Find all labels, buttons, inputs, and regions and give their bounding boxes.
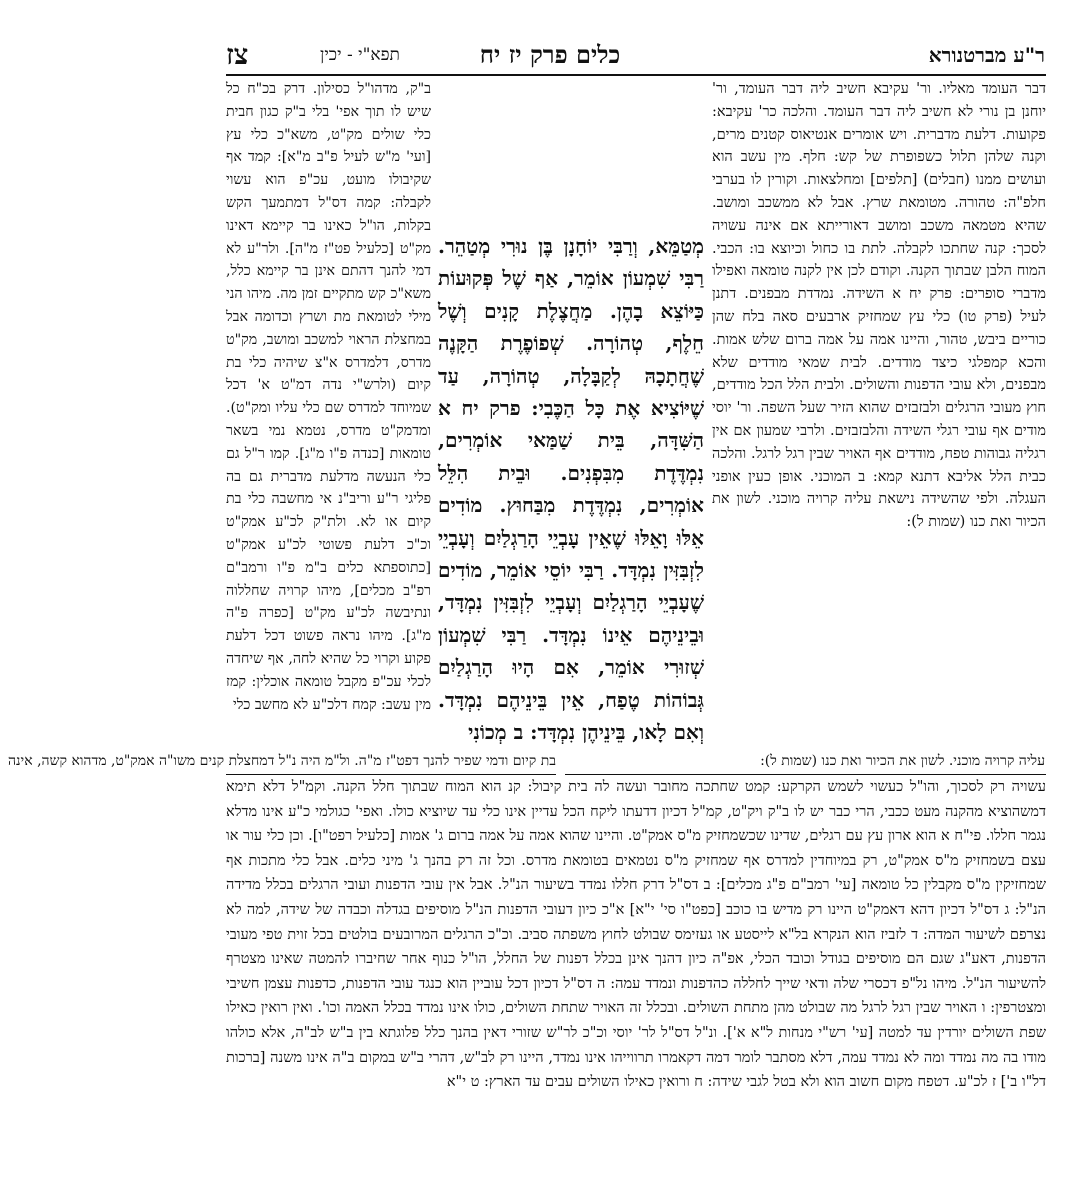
- commentary-right-column: [712, 78, 1046, 750]
- mishnah-text-column: [438, 230, 704, 745]
- mishnah-text: מְטַמֵּא, וְרַבִּי יוֹחָנָן בֶּן נוּרִי מְטַהֵר. רַבִּי שִׁמְעוֹן אוֹמֵר, אַף שֶׁל פְּקוּעוֹת כַּיּוֹצֵא בָהֶן. מַחֲצֶלֶת קָנִים וְשֶׁל חֵלֶף, טְהוֹרָה. שְׁפוֹפֶרֶת הַקָּנֶה שֶׁחֲתָכָהּ לְקַבָּלָה, טְהוֹרָה, עַד שֶׁיּוֹצִיא אֶת כָּל הַכֶּבִי: פרק יח א הַשִּׁדָּה, בֵּית שַׁמַּאי אוֹמְרִים, נִמְדֶּדֶת מִבִּפְנִים. וּבֵית הִלֵּל אוֹמְרִים, נִמְדֶּדֶת מִבַּחוּץ. מוֹדִים אֵלּוּ וָאֵלּוּ שֶׁאֵין עָבְיֵי הָרַגְלַיִם וְעָבְיֵי לִזְבִּזִּין נִמְדָּד. רַבִּי יוֹסֵי אוֹמֵר, מוֹדִים שֶׁעָבְיֵי הָרַגְלַיִם וְעָבְיֵי לִזְבִּזִּין נִמְדָּד, וּבֵינֵיהֶם אֵינוֹ נִמְדָּד. רַבִּי שִׁמְעוֹן שְׁזוּרִי אוֹמֵר, אִם הָיוּ הָרַגְלַיִם גְּבוֹהוֹת טֶפַח, אֵין בֵּינֵיהֶם נִמְדָּד. וְאִם לָאו, בֵּינֵיהֶן נִמְדָּד: ב מְכוֹנִי: [438, 234, 704, 745]
- bottom-commentary: [226, 775, 1046, 1175]
- commentary-title: ר"ע מברטנורא: [928, 43, 1045, 67]
- page-number: צז: [226, 38, 249, 71]
- tractate-chapter-title: כלים פרק יז יח: [479, 40, 621, 69]
- header-rule: [226, 74, 1046, 76]
- center-top-commentary-space: [438, 80, 704, 225]
- commentary-range: תפא"י - יכין: [320, 45, 400, 65]
- right-strip-line: עליה קרויה מוכני. לשון את הכיור ואת כנו (שמות ל):: [760, 753, 1045, 769]
- bartenura-text: דבר העומד מאליו. ור' עקיבא חשיב ליה דבר העומד, ור' יוחנן בן נורי לא חשיב ליה דבר העומד. והלכה כר' עקיבא: פקועות. דלעת מדברית. ויש אומרים אנטיאוס קטנים מרים, וקנה שלהן תלול כשפופרת של קש: חלף. מין עשב הוא ועושים ממנו (חבלים) [תלפים] ומחלצאות. וקורין לו בערבי חלפ"ה: טהורה. מטומאת שרץ. אבל לא ממשכב ומושב. שהיא מטמאה משכב ומושב דאורייתא אם אינה עשויה לסכך: קנה שחתכו לקבלה. לתת בו כחול וכיוצא בו: הכבי. המוח הלבן שבתוך הקנה. וקודם לכן אין לקנה טומאה ואפילו מדברי סופרים: פרק יח א השידה. נמדדת מבפנים. דתנן לעיל (פרק טו) כלי עץ שמחזיק ארבעים סאה בלח שהן כוריים ביבש, טהור, והיינו אמה על אמה ברום שלש אמות. והכא קמפלגי כיצד מודדים. לבית שמאי מודדים שלא מבפנים, ולא עובי הדפנות והשולים. ולבית הלל הכל מודדים, חוץ מעובי הרגלים ולבזבזים שהוא הזיר שעל השפה. ור' יוסי מודים אף עובי רגלי השידה והלבזבזים. ולרבי שמעון אם אין רגליה גבוהות טפח, מודדים אף האויר שבין רגל לרגל. והלכה כבית הלל אליבא דתנא קמא: ב המוכני. אופן כעין אופני העגלה. ולפי שהשידה נישאת עליה קרויה מוכני. לשון את הכיור ואת כנו (שמות ל):: [712, 81, 1046, 531]
- tiferet-yisrael-text: ב"ק, מדהו"ל כסילון. דרק בכ"ח כל שיש לו תוך אפי' בלי ב"ק כגון חבית כלי שולים מק"ט, משא"כ כלי עץ [ועי' מ"ש לעיל פ"ב מ"א]: קמד אף שקיבולו מועט, עכ"פ הוא עשוי לקבלה: קמה דס"ל דמתמעך הקש בקלות, הו"ל כאינו בר קיימא דאינו מק"ט [כלעיל פט"ז מ"ה]. ולר"ע לא דמי להנך דהתם אינן בר קיימא כלל, משא"כ קש מתקיים זמן מה. מיהו הני מילי לטומאת מת ושרץ וכדומה אבל במחצלת הראוי למשכב ומושב, מק"ט מדרס, דלמדרס א"צ שיהיה כלי בת קיום (ולרש"י נדה דמ"ט א' דכל שמיוחד למדרס שם כלי עליו ומק"ט). ומדמק"ט מדרס, נטמא נמי בשאר טומאות [כנדה פ"ו מ"ג]. קמו ר"ל גם כלי הנעשה מדלעת מדברית גם בה פליגי ר"ע וריב"נ אי מחשבה כלי בת קיום או לא. ולת"ק לכ"ע אמק"ט וכ"כ דלעת פשוטי לכ"ע אמק"ט [כתוספתא כלים ב"מ פ"ו ורמב"ם רפ"ב מכלים], מיהו קרויה שחללוה ונתיבשה לכ"ע מק"ט [כפרה פ"ה מ"ג]. מיהו נראה פשוט דכל דלעת פקוע וקרוי כל שהיא לחה, אף שיחדה לכלי עכ"פ מקבל טומאה אוכלין: קמז מין עשב: קמח דלכ"ע לא מחשב כלי: [226, 81, 431, 713]
- bottom-commentary-text: עשויה רק לסכוך, והו"ל כעשוי לשמש הקרקע: קמט שחתכה מחובר ועשה לה בית קיבול: קנ הוא המוח שבתוך חלל הקנה. וקמ"ל דלא תימא דמשהוציא מהקנה מעט ככבי, הרי כבר יש לו ב"ק ויק"ט, קמ"ל דכיון דדעתו ליקח הכל עדיין אינו כלי עד שיוציא כולו. ואפי' כגולמי כ"ע אינו מדלא נגמר חללו. פי"ח א הוא ארון עץ עם רגלים, שדינו שכשמחזיק מ"ס אמק"ט. והיינו שהוא אמה על אמה ברום ג' אמות [כלעיל רפט"ו]. וכן כלי עור או עצם בשמחזיק מ"ס אמק"ט, רק במיוחדין למדרס אף שמחזיק מ"ס נטמאים בטומאת מדרס. וכל זה רק בהנך ג' מיני כלים. אבל כלי מתכות אף שמחזיקין מ"ס מקבלין כל טומאה [עי' רמב"ם פ"ג מכלים]: ב דס"ל דרק חללו נמדד בשיעור הנ"ל. אבל אין עובי הדפנות ועובי הרגלים בכלל מדידה הנ"ל: ג דס"ל דכיון דהא דאמק"ט היינו רק מדיש בו כוכב [כפט"ו סי' י"א] א"כ כיון דעובי הדפנות הנ"ל מוסיפים בגדלה וכבדה של שידה, למה לא נצרפם לשיעור המדה: ד לזביז הוא הנקרא בל"א לייסטע או געזימס שבולט לחוץ משפתה סביב. וכ"כ הרגלים המרובעים בולטים בכל זוית טפי מעובי הדפנות, דאע"ג שגם הם מוסיפים בגודל וכובד הכלי, אפ"ה כיון דהנך אינן בכלל דפנות של החלל, הו"ל כנוף אחר שחיברו להמטה שאינו מצטרף להשיעור הנ"ל. מיהו נל"פ דכסרי שלה ודאי שייך לחללה כהדפנות ונמדד עמה: ה דס"ל דכיון דכל עוביין הוא כנגד עובי הדפנות, כדפנות עצמן חשיבי ומצטרפין: ו האויר שבין רגל לרגל מה שבולט מהן מתחת השולים. ובכלל זה האויר שתחת השולים, כולו אינו נמדד בכלל האמה וכו'. ואין רואין כאילו שפת השולים יורדין עד למטה [עי' רש"י מנחות ל"א א']. ונ"ל דס"ל לר' יוסי וכ"כ לר"ש שזורי דאין בהנך כלל פלוגתא בין ב"ש לב"ה, אלא כולהו מודו בה מה נמדד ומה לא נמדד עמה, דלא מסתבר לומר דמה דקאמרו תרווייהו אינו נמדד, היינו רק לב"ש, דהרי ב"ש במקום ב"ה אינו משנה [ברכות דל"ו ב'] ז לכ"ע. דטפח מקום חשוב הוא ולא בטל לגבי שידה: ח ורואין כאילו השולים עבים עד הארץ: ט י"א: [226, 779, 1046, 1091]
- left-strip-line: בת קיום ודמי שפיר להנך דפט"ז מ"ה. ול"מ היה נ"ל דמחצלת קנים משו"ה אמק"ט, מדהוא קשה, אינה: [7, 753, 556, 769]
- commentary-left-column: [226, 78, 431, 750]
